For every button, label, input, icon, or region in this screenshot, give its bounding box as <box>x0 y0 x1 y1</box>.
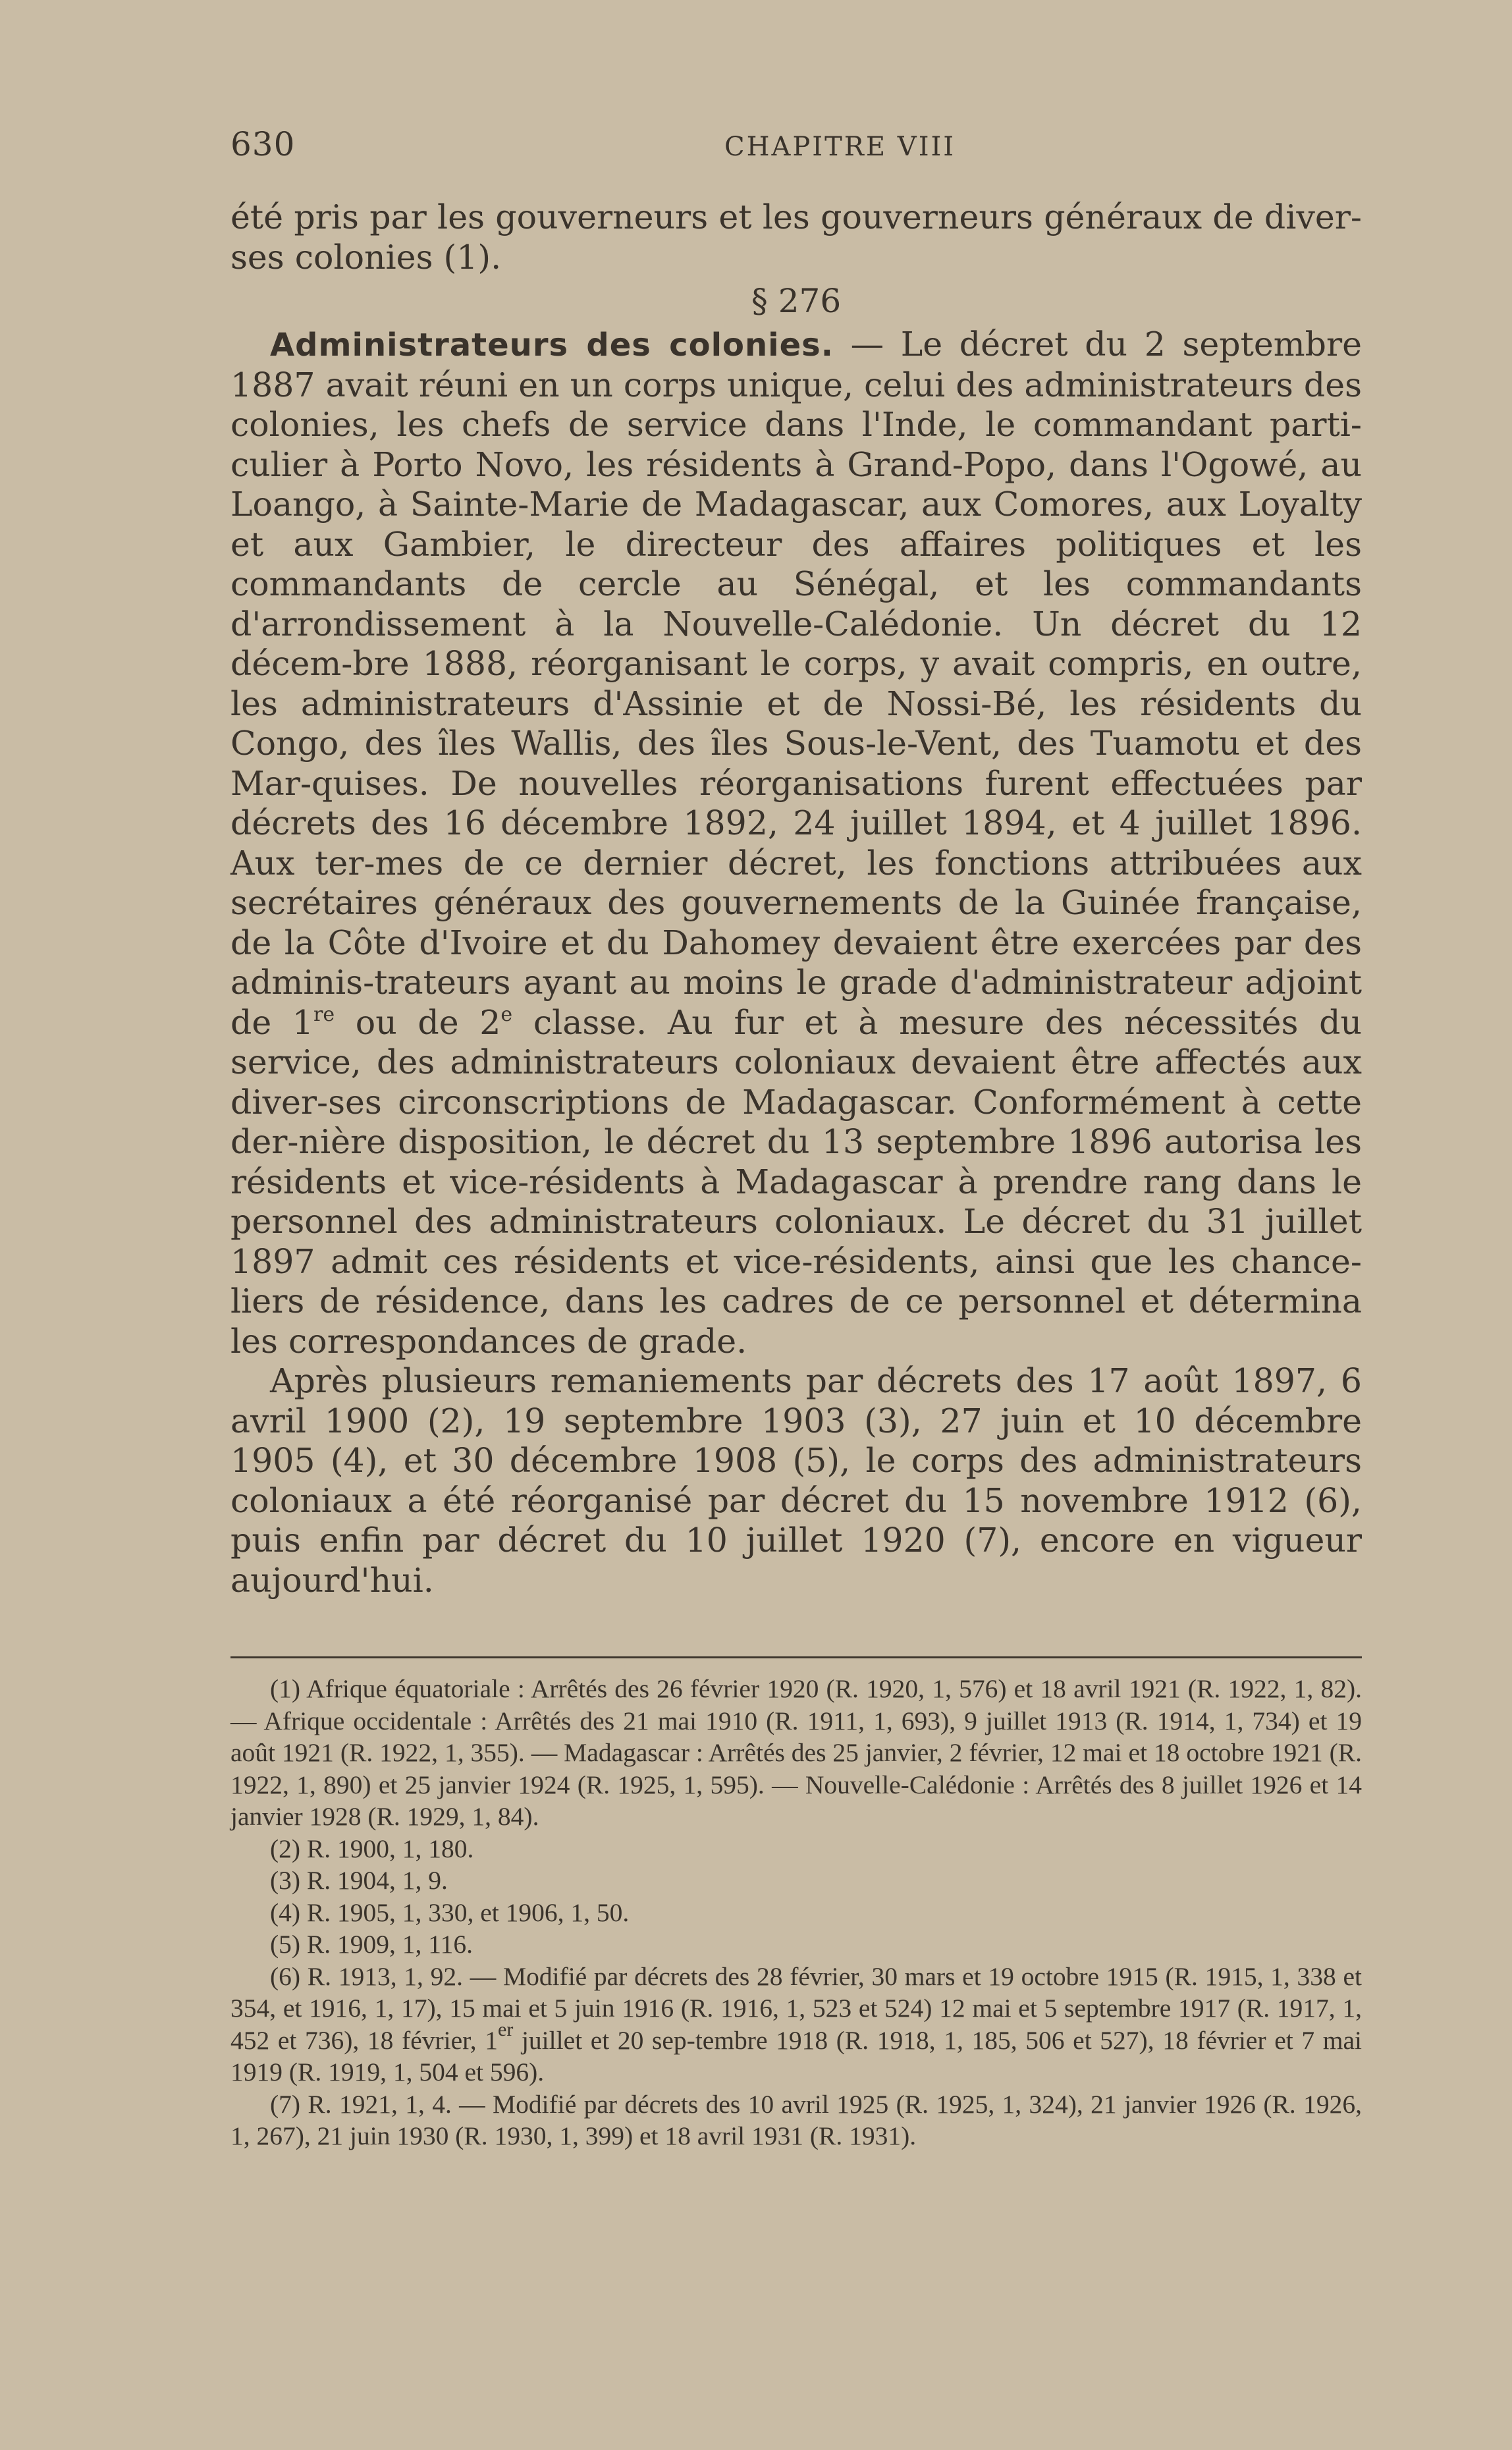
footnote-4: (4) R. 1905, 1, 330, et 1906, 1, 50. <box>270 1897 630 1927</box>
grade-connector: ou de <box>335 1002 480 1042</box>
footnote-divider <box>230 1656 1362 1658</box>
grade-1-suffix: re <box>313 1002 335 1026</box>
footnote-2: (2) R. 1900, 1, 180. <box>270 1834 474 1863</box>
footnote-7: (7) R. 1921, 1, 4. — Modifié par décrets des 10 avril 1925 (R. 1925, 1, 324), 21 janvier 1926 (R. 1926, 1, 267), 21 juin 1930 (R. 1930, 1, 399) et 18 avril 1931 (R. 1931). <box>230 2089 1362 2150</box>
footnote-6-end: juillet et 20 sep-tembre 1918 (R. 1918, 1, 185, 506 et 527), 18 février et 7 mai 1919 (R. 1919, 1, 504 et 596). <box>230 2025 1362 2086</box>
grade-2-number: 2 <box>479 1002 501 1042</box>
paragraph-1-end: classe. Au fur et à mesure des nécessités du service, des administrateurs coloniaux devaient être affectés aux diver-ses circonscriptions de Madagascar. Conformément à cette der-nière disposition, le décret du 13 septembre 1896 autorisa les résidents et vice-résidents à Madagascar à prendre rang dans le personnel des administrateurs coloniaux. Le décret du 31 juillet 1897 admit ces résidents et vice-résidents, ainsi que les chance-liers de résidence, dans les cadres de ce personnel et détermina les correspondances de grade. <box>230 1002 1362 1361</box>
footnote-5: (5) R. 1909, 1, 116. <box>270 1930 473 1959</box>
paragraph-1-text: Le décret du 2 septembre 1887 avait réuni en un corps unique, celui des administrateurs des colonies, les chefs de service dans l'Inde, le commandant parti-culier à Porto Novo, les résidents à Grand-Popo, dans l'Ogowé, au Loango, à Sainte-Marie de Madagascar, aux Comores, aux Loyalty et aux Gambier, le directeur des affaires politiques et les commandants de cercle au Sénégal, et les commandants d'arrondissement à la Nouvelle-Calédonie. Un décret du 12 décem-bre 1888, réorganisant le corps, y avait compris, en outre, les administrateurs d'Assinie et de Nossi-Bé, les résidents du Congo, des îles Wallis, des îles Sous-le-Vent, des Tuamotu et des Mar-quises. De nouvelles réorganisations furent effectuées par décrets des 16 décembre 1892, 24 juillet 1894, et 4 juillet 1896. Aux ter-mes de ce dernier décret, les fonctions attribuées aux secrétaires généraux des gouvernements de la Guinée française, de la Côte d'Ivoire et du Dahomey devaient être exercées par des adminis-trateurs ayant au moins le grade d'administrateur adjoint de <box>230 325 1362 1042</box>
main-text <box>230 198 1362 1600</box>
section-number: § 276 <box>751 282 842 320</box>
grade-2-suffix: e <box>500 1002 513 1026</box>
heading-dash: — <box>833 325 901 364</box>
page-number: 630 <box>230 125 296 163</box>
footnotes <box>230 1673 1362 2152</box>
chapter-title: CHAPITRE VIII <box>724 132 956 162</box>
footnote-6-superscript: er <box>498 2018 514 2040</box>
footnote-6-start: (6) R. 1913, 1, 92. — Modifié par décrets des 28 février, 30 mars et 19 octobre 1915 (R. 1915, 1, 338 et 354, et 1916, 1, 17), 15 mai et 5 juin 1916 (R. 1916, 1, 523 et 524) 12 mai et 5 septembre 1917 (R. 1917, 1, 452 et 736), 18 février, 1 <box>230 1961 1362 2055</box>
footnote-3: (3) R. 1904, 1, 9. <box>270 1866 448 1895</box>
running-head <box>230 125 1363 178</box>
section-heading: Administrateurs des colonies. <box>270 327 834 364</box>
opening-paragraph: été pris par les gouverneurs et les gouverneurs généraux de diver-ses colonies (1). <box>230 198 1362 277</box>
section-paragraph-2: Après plusieurs remaniements par décrets des 17 août 1897, 6 avril 1900 (2), 19 septembre 1903 (3), 27 juin et 10 décembre 1905 (4), et 30 décembre 1908 (5), le corps des administrateurs coloniaux a été réorganisé par décret du 15 novembre 1912 (6), puis enfin par décret du 10 juillet 1920 (7), encore en vigueur aujourd'hui. <box>230 1361 1362 1600</box>
footnote-6 <box>230 1961 1362 2088</box>
footnote-1: (1) Afrique équatoriale : Arrêtés des 26 février 1920 (R. 1920, 1, 576) et 18 avril 1921 (R. 1922, 1, 82). — Afrique occidentale : Arrêtés des 21 mai 1910 (R. 1911, 1, 693), 9 juillet 1913 (R. 1914, 1, 734) et 19 août 1921 (R. 1922, 1, 355). — Madagascar : Arrêtés des 25 janvier, 2 février, 12 mai et 18 octobre 1921 (R. 1922, 1, 890) et 25 janvier 1924 (R. 1925, 1, 595). — Nouvelle-Calédonie : Arrêtés des 8 juillet 1926 et 14 janvier 1928 (R. 1929, 1, 84). <box>230 1674 1362 1831</box>
grade-1-number: 1 <box>292 1002 314 1042</box>
section-paragraph-1 <box>230 325 1362 1361</box>
